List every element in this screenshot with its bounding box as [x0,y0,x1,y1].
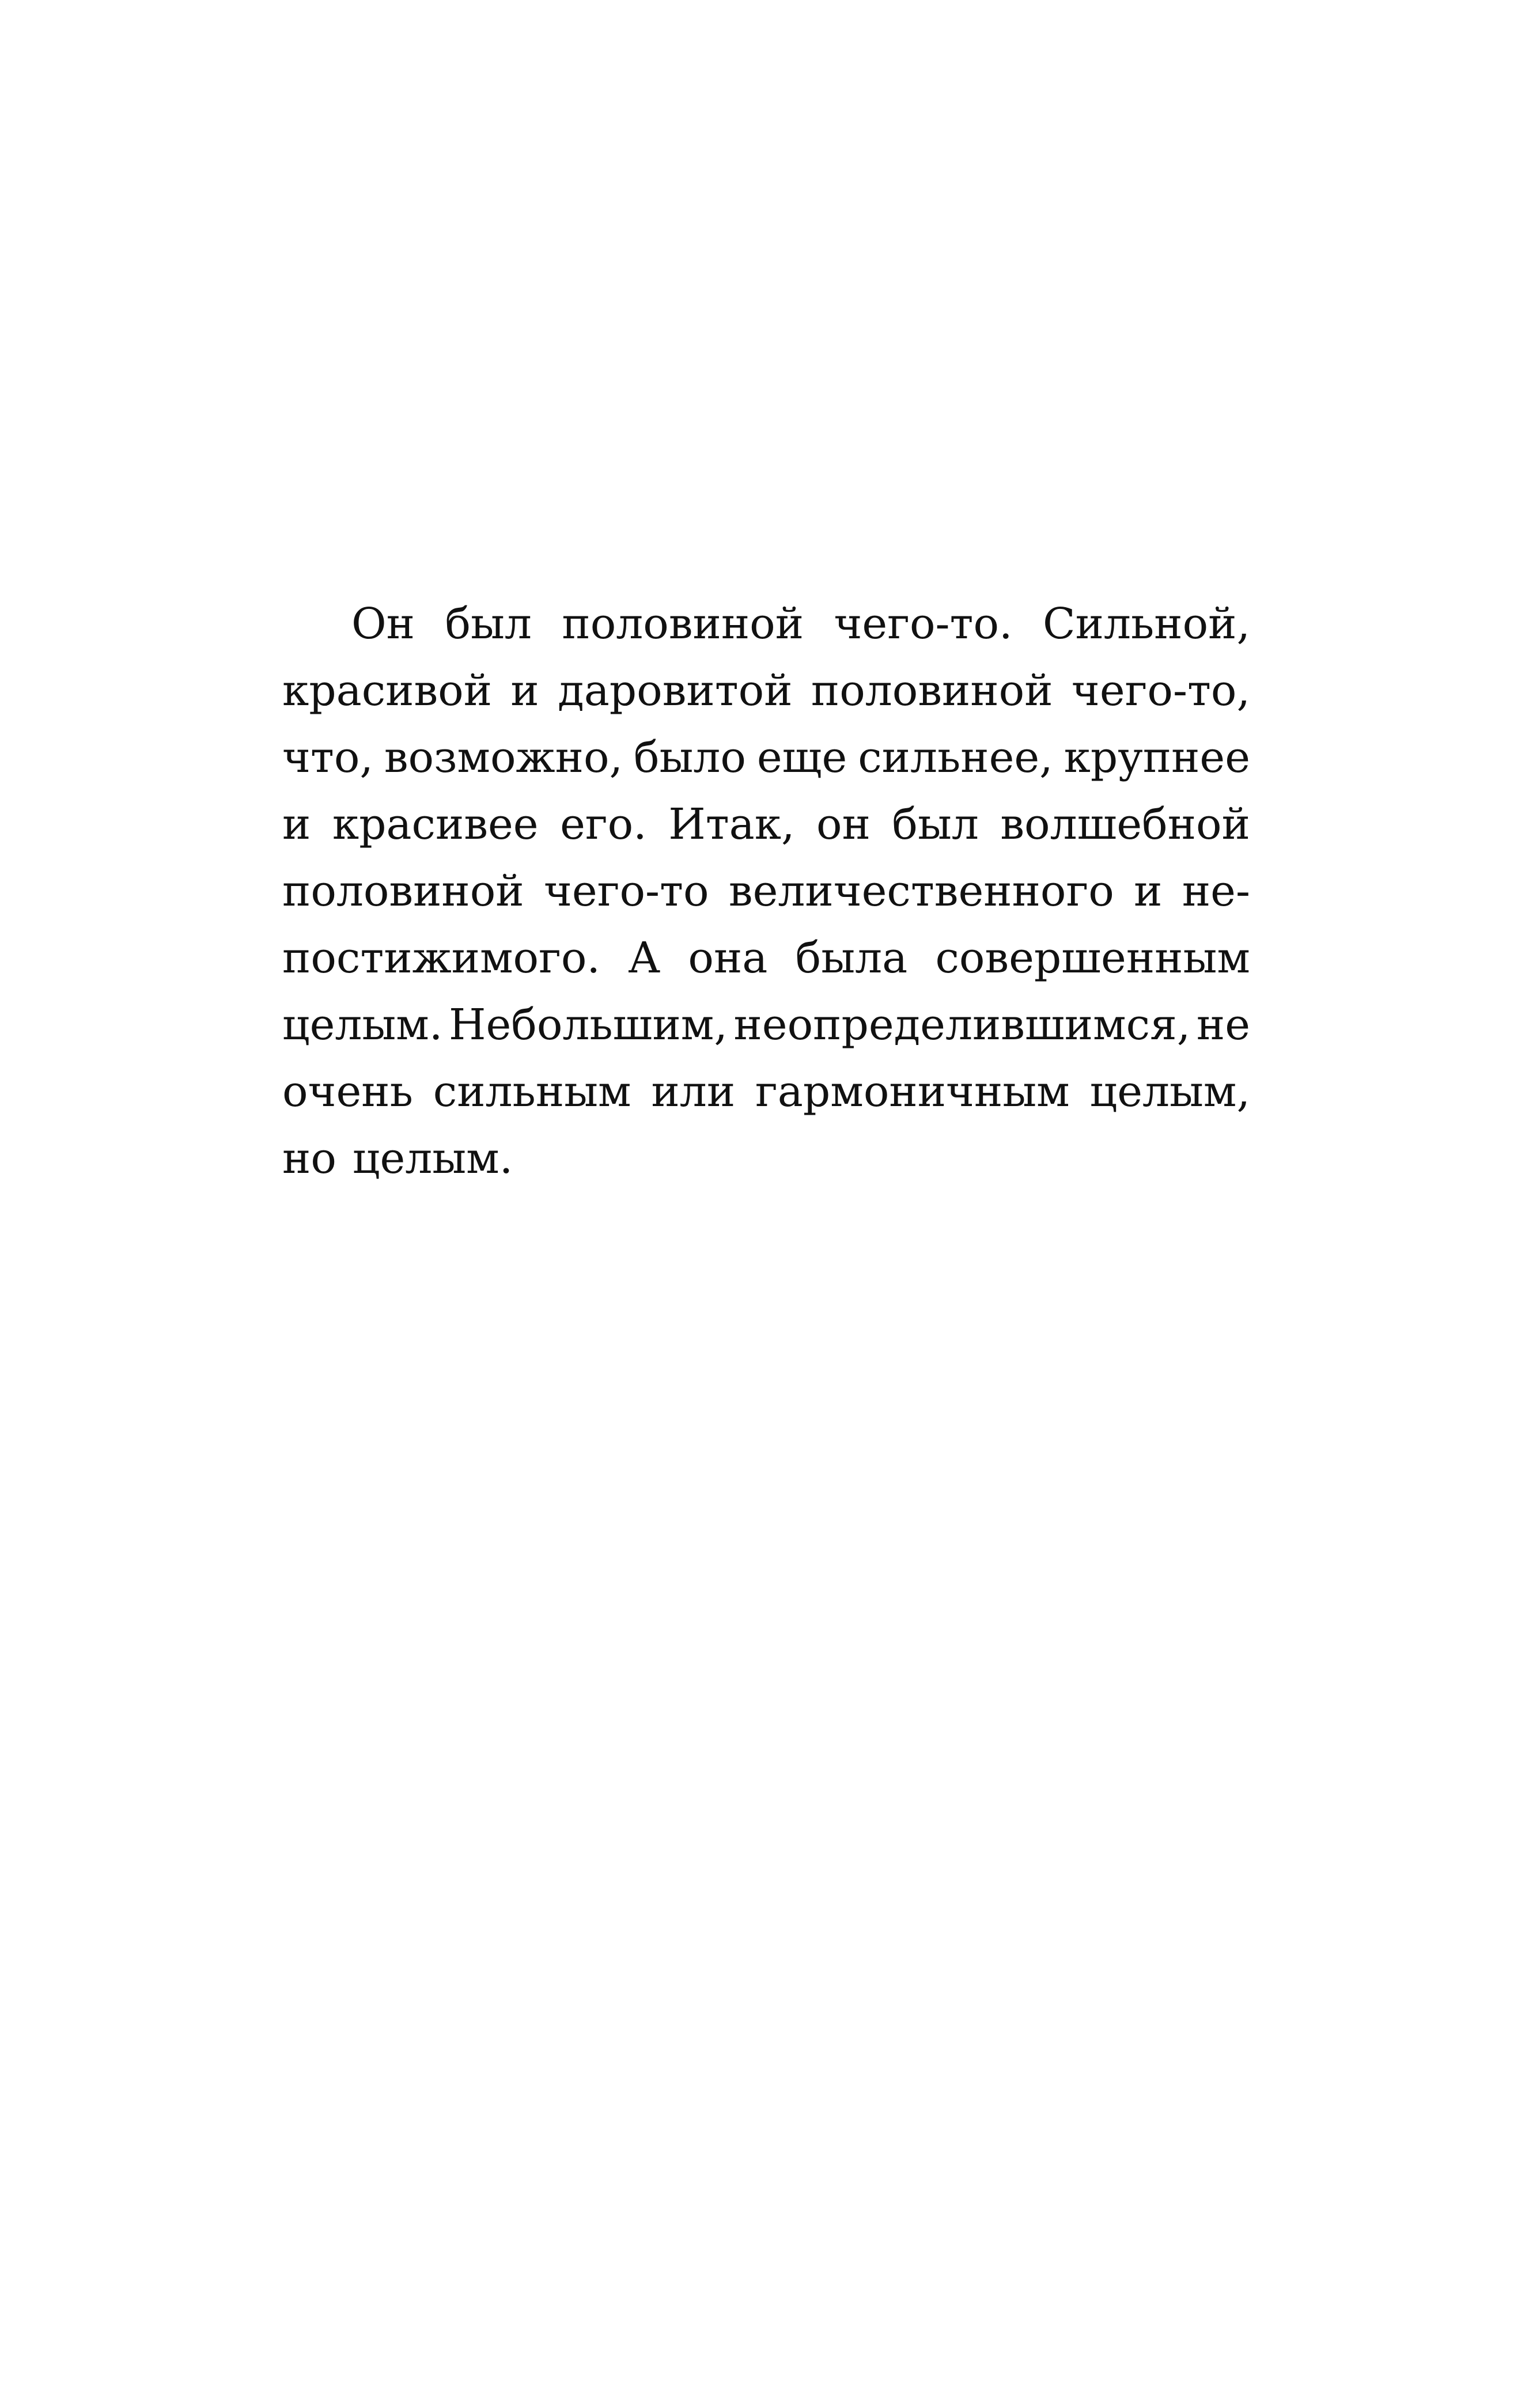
word: чего-то. [834,599,1013,649]
paragraph [282,590,1250,1192]
word: что, [282,733,373,782]
word: чего-то, [1071,666,1250,715]
word: и [282,800,311,849]
word: целым. [352,1134,513,1183]
word: Небольшим, [448,1000,728,1050]
word: крупнее [1064,733,1250,782]
text-line [282,657,1250,724]
word: был [892,800,979,849]
word: сильнее, [858,733,1053,782]
word: неопределившимся, [733,1000,1191,1050]
word: был [445,599,532,649]
word: очень [282,1067,413,1116]
word: даровитой [558,666,793,715]
text-line [282,1058,1250,1125]
word: половиной [282,866,524,916]
word: совершенным [935,933,1250,983]
word: возможно, [384,733,623,782]
word: волшебной [1000,800,1250,849]
word: целым, [1089,1067,1250,1116]
word: половиной [811,666,1053,715]
word: Сильной, [1043,599,1250,649]
word: постижимого. [282,933,600,983]
word: целым. [282,1000,443,1050]
word: А [628,933,661,983]
word: гармоничным [755,1067,1070,1116]
text-line [282,858,1250,925]
word: было [633,733,746,782]
text-line [282,1125,1250,1192]
word: его. [560,800,647,849]
word: не- [1182,866,1250,916]
word: сильным [433,1067,631,1116]
word: была [795,933,908,983]
word: Итак, [668,800,795,849]
word: и [1134,866,1163,916]
text-line [282,791,1250,858]
word: или [651,1067,736,1116]
word: красивой [282,666,493,715]
word: но [282,1134,336,1183]
text-line [282,724,1250,791]
text-line [282,991,1250,1058]
word: еще [756,733,847,782]
word: и [510,666,539,715]
word: не [1196,1000,1250,1050]
word: величественного [728,866,1114,916]
word: Он [351,599,415,649]
word: он [816,800,871,849]
word: красивее [332,800,539,849]
text-line [282,590,1250,657]
word: она [688,933,768,983]
word: половиной [562,599,804,649]
word: чего-то [544,866,709,916]
text-line [282,925,1250,991]
